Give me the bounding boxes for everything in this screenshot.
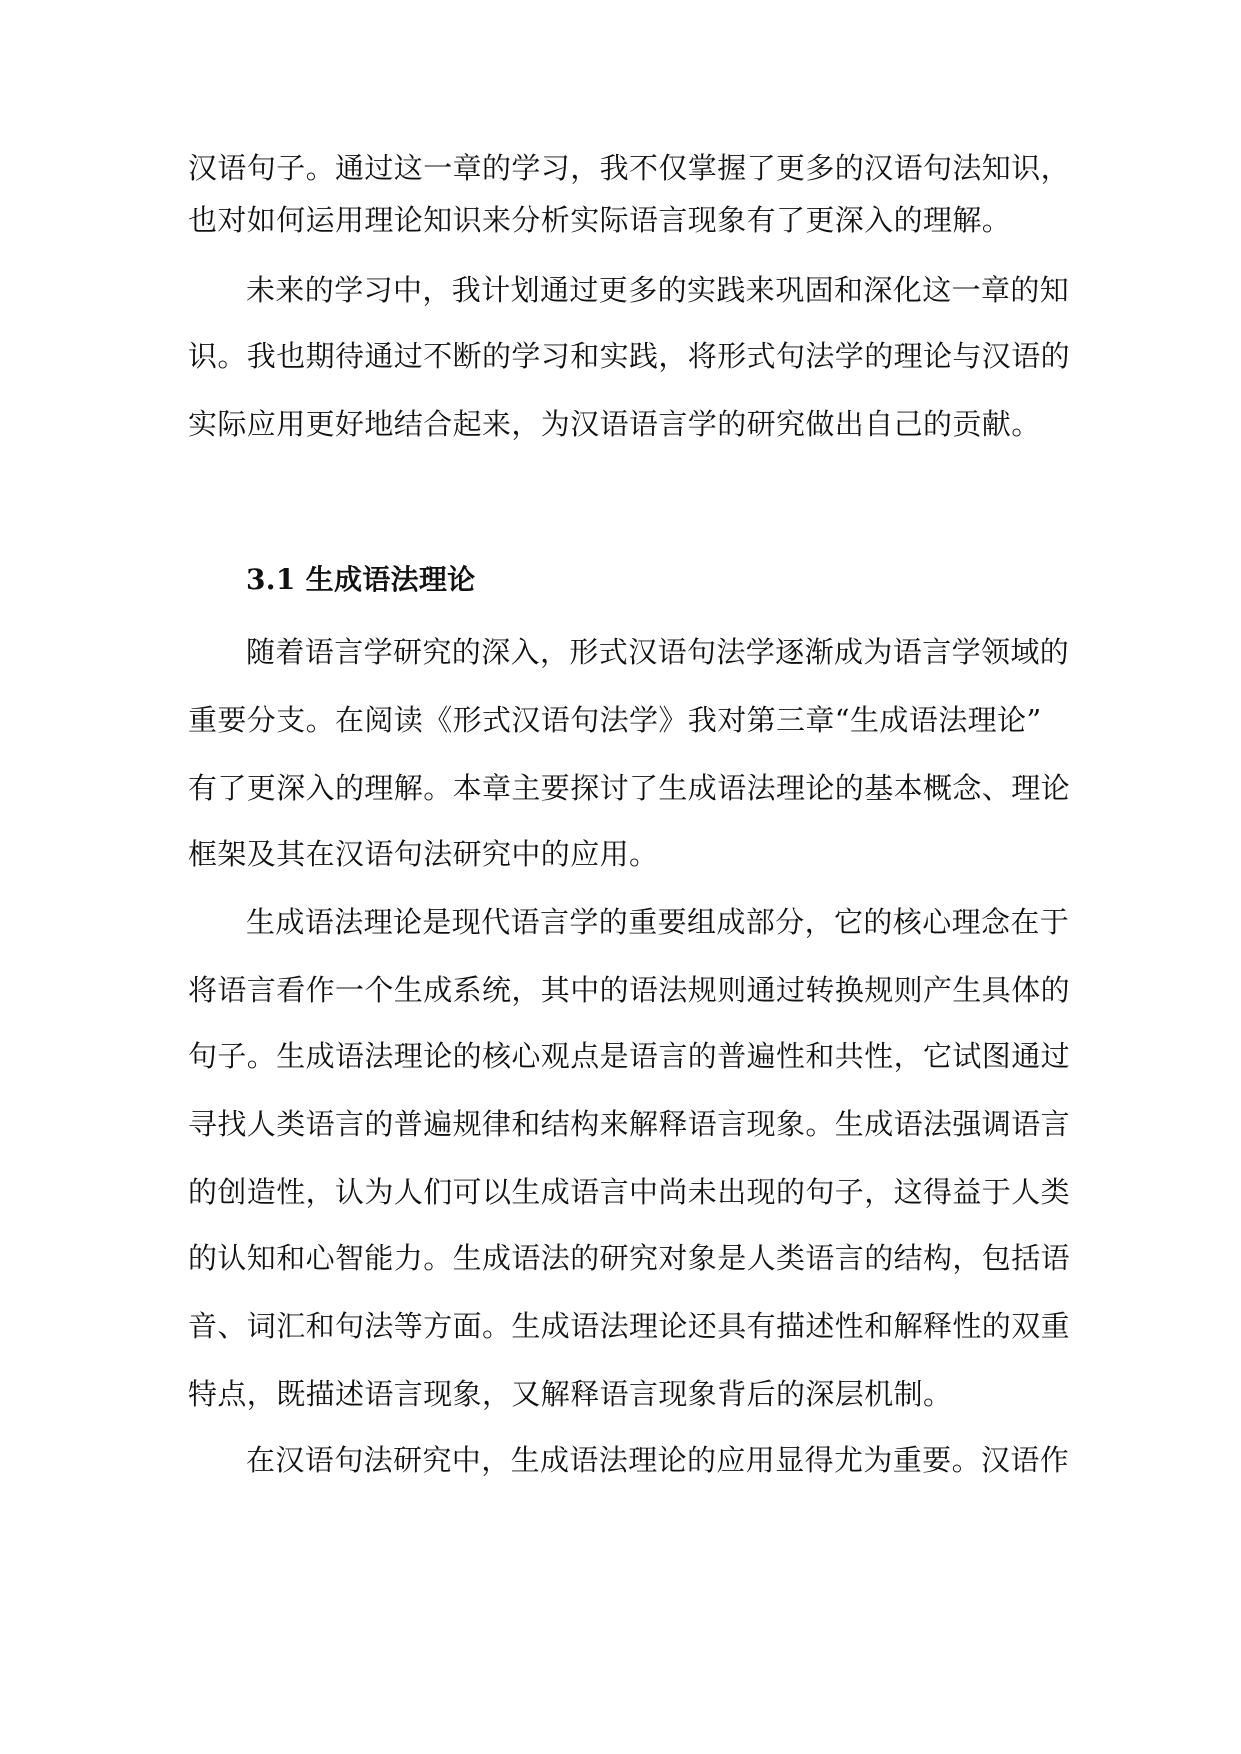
paragraph-line: 重要分支。在阅读《形式汉语句法学》我对第三章“生成语法理论” — [188, 703, 1042, 737]
paragraph-line: 随着语言学研究的深入，形式汉语句法学逐渐成为语言学领域的 — [246, 635, 1070, 669]
paragraph-line: 生成语法理论是现代语言学的重要组成部分，它的核心理念在于 — [246, 905, 1070, 939]
paragraph-line: 音、词汇和句法等方面。生成语法理论还具有描述性和解释性的双重 — [188, 1309, 1071, 1343]
section-heading: 3.1 生成语法理论 — [246, 563, 476, 596]
paragraph-line: 汉语句子。通过这一章的学习，我不仅掌握了更多的汉语句法知识， — [188, 151, 1071, 185]
paragraph-line: 未来的学习中，我计划通过更多的实践来巩固和深化这一章的知 — [246, 273, 1070, 307]
paragraph-line: 识。我也期待通过不断的学习和实践，将形式句法学的理论与汉语的 — [188, 339, 1071, 373]
paragraph-line: 寻找人类语言的普遍规律和结构来解释语言现象。生成语法强调语言 — [188, 1107, 1071, 1141]
paragraph-line: 的认知和心智能力。生成语法的研究对象是人类语言的结构，包括语 — [188, 1241, 1071, 1275]
paragraph-line: 也对如何运用理论知识来分析实际语言现象有了更深入的理解。 — [188, 203, 1012, 237]
paragraph-line: 在汉语句法研究中，生成语法理论的应用显得尤为重要。汉语作 — [246, 1443, 1070, 1477]
paragraph-line: 将语言看作一个生成系统，其中的语法规则通过转换规则产生具体的 — [188, 973, 1071, 1007]
paragraph-line: 有了更深入的理解。本章主要探讨了生成语法理论的基本概念、理论 — [188, 771, 1071, 805]
paragraph-line: 的创造性，认为人们可以生成语言中尚未出现的句子，这得益于人类 — [188, 1175, 1071, 1209]
paragraph-line: 实际应用更好地结合起来，为汉语语言学的研究做出自己的贡献。 — [188, 407, 1041, 441]
paragraph-line: 句子。生成语法理论的核心观点是语言的普遍性和共性，它试图通过 — [188, 1039, 1071, 1073]
paragraph-line: 特点，既描述语言现象，又解释语言现象背后的深层机制。 — [188, 1377, 953, 1411]
paragraph-line: 框架及其在汉语句法研究中的应用。 — [188, 837, 659, 871]
